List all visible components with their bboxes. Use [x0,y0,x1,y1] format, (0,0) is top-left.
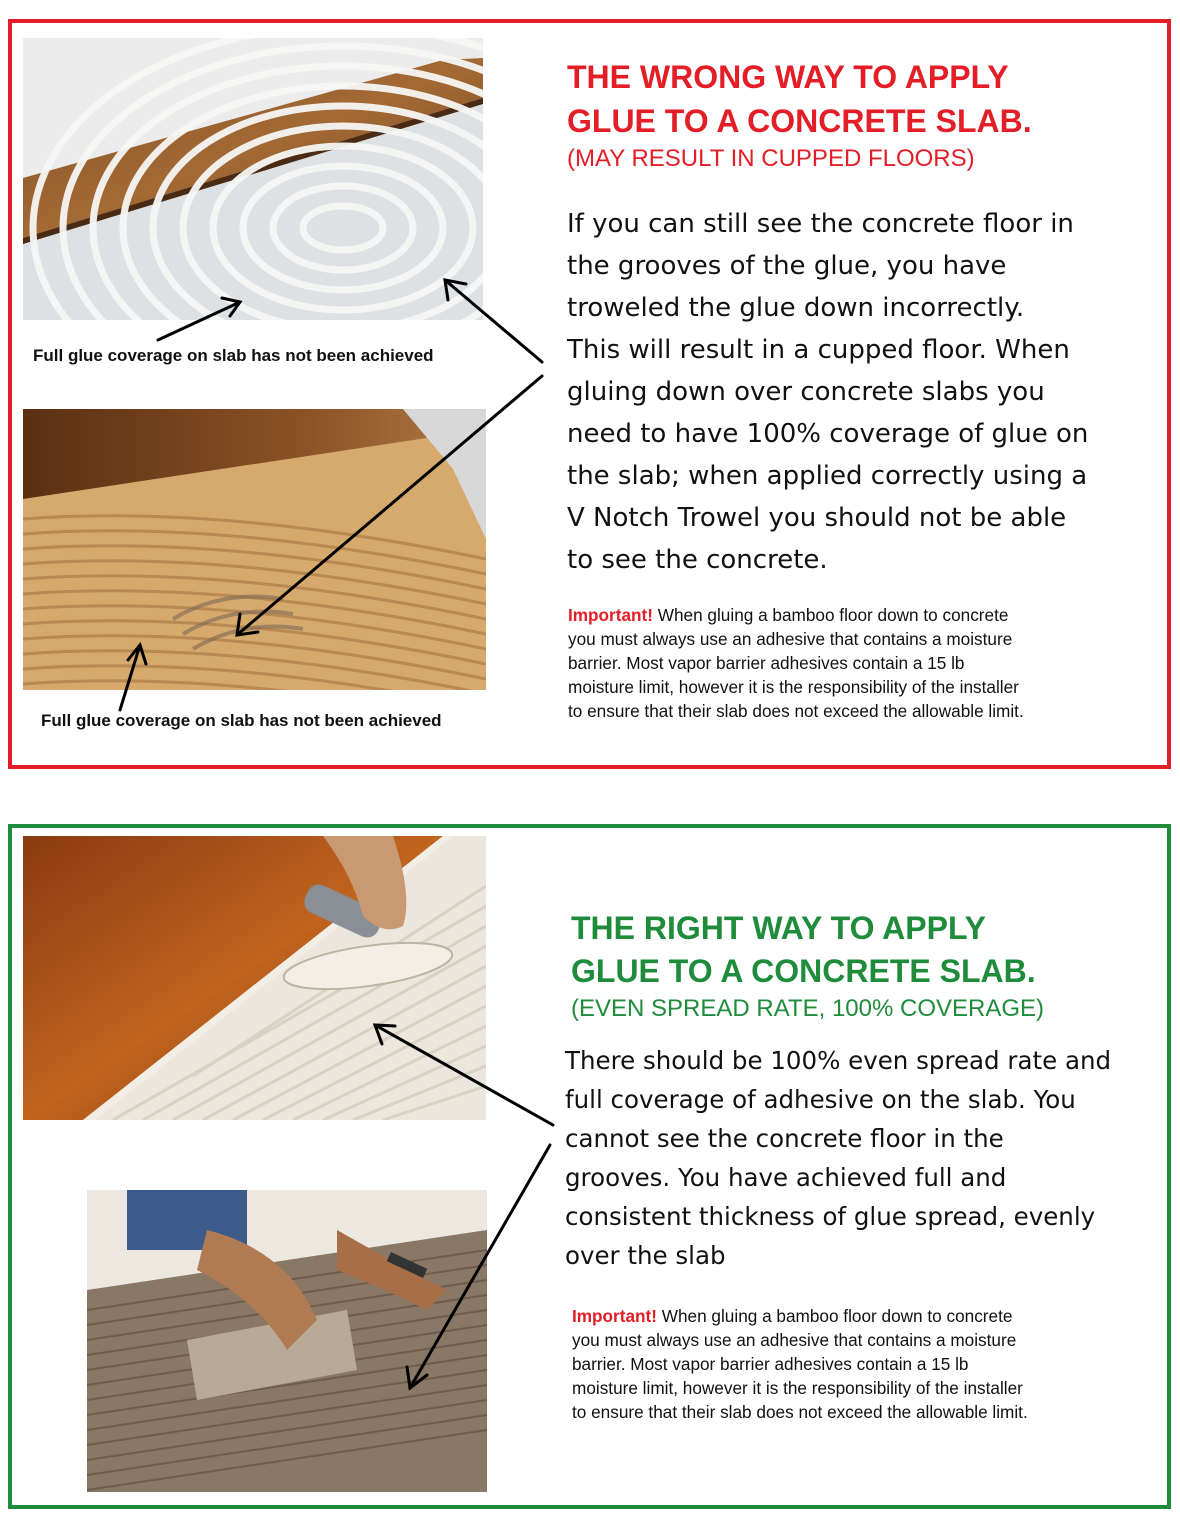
note-line: you must always use an adhesive that contains a moisture [568,629,1013,649]
wrong-body-text [567,203,1088,581]
wrong-caption-bottom: Full glue coverage on slab has not been achieved [41,711,442,730]
wrong-body-line: gluing down over concrete slabs you [567,377,1045,407]
right-body-text [565,1041,1111,1275]
right-body-line: There should be 100% even spread rate and [565,1046,1112,1075]
wrong-glue-photo-bottom [23,409,486,690]
important-label: Important! [568,605,653,625]
right-important-note [572,1304,1028,1424]
wrong-body-line: V Notch Trowel you should not be able [567,503,1067,533]
right-subtitle: (EVEN SPREAD RATE, 100% COVERAGE) [571,995,1045,1022]
wrong-subtitle: (MAY RESULT IN CUPPED FLOORS) [567,145,975,172]
wrong-title-line1: THE WRONG WAY TO APPLY [567,59,1009,95]
note-line: to ensure that their slab does not exceed the allowable limit. [572,1402,1028,1422]
right-body-line: over the slab [565,1241,726,1270]
note-line: When gluing a bamboo floor down to concrete [656,1306,1013,1326]
wrong-caption-top: Full glue coverage on slab has not been achieved [33,346,434,365]
wrong-body-line: If you can still see the concrete floor in [567,209,1074,239]
wrong-glue-photo-top [23,38,483,320]
note-line: you must always use an adhesive that contains a moisture [572,1330,1017,1350]
note-line: moisture limit, however it is the responsibility of the installer [572,1378,1023,1398]
right-title-line1: THE RIGHT WAY TO APPLY [571,910,986,946]
wrong-body-line: This will result in a cupped floor. When [567,335,1070,365]
note-line: barrier. Most vapor barrier adhesives contain a 15 lb [568,653,965,673]
note-line: barrier. Most vapor barrier adhesives contain a 15 lb [572,1354,969,1374]
note-line: moisture limit, however it is the responsibility of the installer [568,677,1019,697]
right-body-line: cannot see the concrete floor in the [565,1124,1004,1153]
wrong-body-line: the slab; when applied correctly using a [567,461,1088,491]
wrong-body-line: need to have 100% coverage of glue on [567,419,1089,449]
right-glue-photo-bottom [87,1190,487,1492]
note-line: to ensure that their slab does not exceed the allowable limit. [568,701,1024,721]
wrong-title-line2: GLUE TO A CONCRETE SLAB. [567,103,1032,139]
wrong-body-line: troweled the glue down incorrectly. [567,293,1025,323]
note-line: When gluing a bamboo floor down to concrete [652,605,1009,625]
right-body-line: full coverage of adhesive on the slab. You [565,1085,1076,1114]
right-glue-photo-top [23,836,486,1120]
right-body-line: grooves. You have achieved full and [565,1163,1007,1192]
wrong-important-note [568,603,1024,723]
wrong-body-line: the grooves of the glue, you have [567,251,1007,281]
wrong-body-line: to see the concrete. [567,545,828,575]
right-title-line2: GLUE TO A CONCRETE SLAB. [571,953,1036,989]
right-body-line: consistent thickness of glue spread, evenly [565,1202,1096,1231]
important-label: Important! [572,1306,657,1326]
